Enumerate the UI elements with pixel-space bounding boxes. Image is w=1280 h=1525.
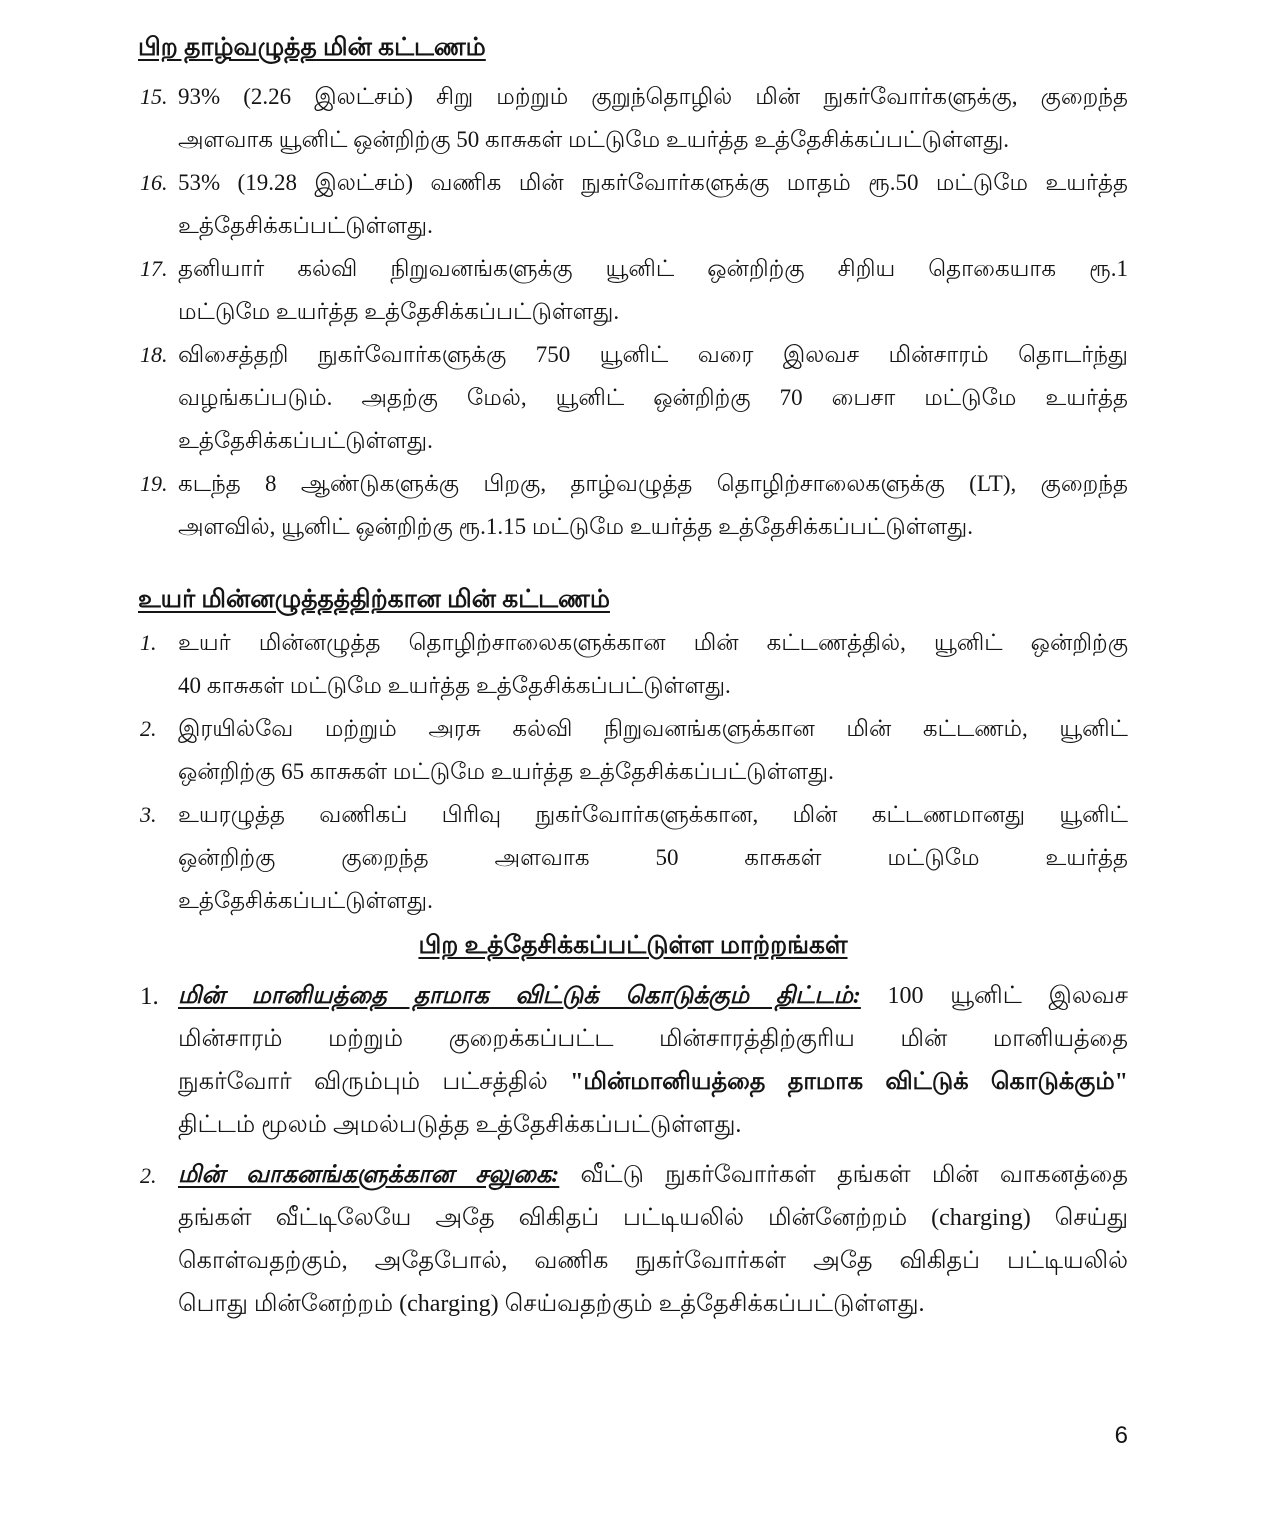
text-segment: உத்தேசிக்கப்பட்டுள்ளது. [178, 888, 433, 913]
text-line [178, 118, 1128, 161]
text-line [178, 290, 1128, 333]
section-heading: பிற தாழ்வழுத்த மின் கட்டணம் [138, 34, 486, 61]
text-segment: ஒன்றிற்கு 65 காசுகள் மட்டுமே உயர்த்த உத்தேசிக்கப்பட்டுள்ளது. [178, 759, 834, 784]
item-text [178, 247, 1128, 333]
text-segment: 53% (19.28 இலட்சம்) வணிக மின் நுகர்வோர்களுக்கு மாதம் ரூ.50 மட்டுமே உயர்த்த [178, 170, 1128, 195]
item-number: 15. [140, 84, 168, 109]
list-item [138, 621, 1128, 707]
text-line [178, 707, 1128, 750]
text-line [178, 333, 1128, 376]
item-number: 18. [140, 342, 168, 367]
text-line [178, 75, 1128, 118]
section-list [138, 975, 1128, 1326]
text-segment: 40 காசுகள் மட்டுமே உயர்த்த உத்தேசிக்கப்பட்டுள்ளது. [178, 673, 731, 698]
item-number: 19. [140, 471, 168, 496]
text-segment: அளவாக யூனிட் ஒன்றிற்கு 50 காசுகள் மட்டுமே உயர்த்த உத்தேசிக்கப்பட்டுள்ளது. [178, 127, 1010, 152]
text-segment: கடந்த 8 ஆண்டுகளுக்கு பிறகு, தாழ்வழுத்த தொழிற்சாலைகளுக்கு (LT), குறைந்த [178, 471, 1128, 496]
item-number: 2. [140, 716, 157, 741]
section-heading: உயர் மின்னழுத்தத்திற்கான மின் கட்டணம் [138, 586, 610, 613]
text-line [178, 621, 1128, 664]
text-line [178, 1061, 1128, 1104]
text-segment: உயர் மின்னழுத்த தொழிற்சாலைகளுக்கான மின் கட்டணத்தில், யூனிட் ஒன்றிற்கு [178, 630, 1128, 655]
text-segment: அளவில், யூனிட் ஒன்றிற்கு ரூ.1.15 மட்டுமே உயர்த்த உத்தேசிக்கப்பட்டுள்ளது. [178, 514, 973, 539]
item-number: 1. [140, 630, 157, 655]
text-segment: 100 யூனிட் இலவச [860, 983, 1128, 1009]
text-segment: இரயில்வே மற்றும் அரசு கல்வி நிறுவனங்களுக்கான மின் கட்டணம், யூனிட் [178, 716, 1128, 741]
text-line [178, 1018, 1128, 1061]
list-item [138, 462, 1128, 548]
item-lead-label: மின் மானியத்தை தாமாக விட்டுக் கொடுக்கும் திட்டம்: [178, 983, 861, 1009]
text-segment: உத்தேசிக்கப்பட்டுள்ளது. [178, 213, 433, 238]
text-line [178, 505, 1128, 548]
text-line [178, 1240, 1128, 1283]
item-lead-label: மின் வாகனங்களுக்கான சலுகை: [178, 1162, 560, 1188]
text-line [178, 161, 1128, 204]
text-line [178, 204, 1128, 247]
item-text [178, 707, 1128, 793]
item-text [178, 333, 1128, 462]
list-item [138, 707, 1128, 793]
text-segment: மின்சாரம் மற்றும் குறைக்கப்பட்ட மின்சாரத்திற்குரிய மின் மானியத்தை [178, 1026, 1128, 1052]
text-segment: பொது மின்னேற்றம் (charging) செய்வதற்கும் உத்தேசிக்கப்பட்டுள்ளது. [178, 1291, 925, 1317]
text-line [178, 247, 1128, 290]
text-line [178, 750, 1128, 793]
text-line [178, 419, 1128, 462]
section-list [138, 621, 1128, 922]
text-line [178, 793, 1128, 836]
text-segment: திட்டம் மூலம் அமல்படுத்த உத்தேசிக்கப்பட்டுள்ளது. [178, 1112, 742, 1138]
list-item [138, 75, 1128, 161]
text-line [178, 1154, 1128, 1197]
section-list [138, 75, 1128, 548]
text-segment: உத்தேசிக்கப்பட்டுள்ளது. [178, 428, 433, 453]
section-other-proposed-changes [138, 924, 1128, 1326]
text-line [178, 1197, 1128, 1240]
item-number: 2. [140, 1163, 157, 1188]
text-segment: விசைத்தறி நுகர்வோர்களுக்கு 750 யூனிட் வரை இலவச மின்சாரம் தொடர்ந்து [178, 342, 1128, 367]
text-line [178, 1283, 1128, 1326]
text-segment: தனியார் கல்வி நிறுவனங்களுக்கு யூனிட் ஒன்றிற்கு சிறிய தொகையாக ரூ.1 [178, 256, 1128, 281]
item-text [178, 621, 1128, 707]
text-line [178, 836, 1128, 879]
text-segment: நுகர்வோர் விரும்பும் பட்சத்தில் [178, 1069, 571, 1095]
item-text [178, 161, 1128, 247]
text-segment: ஒன்றிற்கு குறைந்த அளவாக 50 காசுகள் மட்டுமே உயர்த்த [178, 845, 1128, 870]
text-line [178, 975, 1128, 1018]
list-item [138, 1154, 1128, 1326]
text-segment: கொள்வதற்கும், அதேபோல், வணிக நுகர்வோர்கள் அதே விகிதப் பட்டியலில் [178, 1248, 1128, 1274]
section-high-tension-tariff [138, 578, 1128, 922]
list-item [138, 975, 1128, 1147]
item-text [178, 462, 1128, 548]
list-item [138, 333, 1128, 462]
item-number: 3. [140, 802, 157, 827]
text-segment: வழங்கப்படும். அதற்கு மேல், யூனிட் ஒன்றிற்கு 70 பைசா மட்டுமே உயர்த்த [178, 385, 1128, 410]
list-item [138, 161, 1128, 247]
text-line [178, 376, 1128, 419]
list-item [138, 793, 1128, 922]
item-text [178, 1154, 1128, 1326]
text-line [178, 1104, 1128, 1147]
text-segment: வீட்டு நுகர்வோர்கள் தங்கள் மின் வாகனத்தை [559, 1162, 1129, 1188]
item-text [178, 975, 1128, 1147]
text-segment: 93% (2.26 இலட்சம்) சிறு மற்றும் குறுந்தொழில் மின் நுகர்வோர்களுக்கு, குறைந்த [178, 84, 1128, 109]
text-line [178, 462, 1128, 505]
text-segment: "மின்மானியத்தை தாமாக விட்டுக் கொடுக்கும்" [570, 1069, 1128, 1095]
section-heading: பிற உத்தேசிக்கப்பட்டுள்ள மாற்றங்கள் [418, 932, 848, 959]
page-number: 6 [1114, 1422, 1128, 1449]
item-number: 16. [140, 170, 168, 195]
item-text [178, 75, 1128, 161]
item-number: 17. [140, 256, 168, 281]
section-low-tension-tariff [138, 26, 1128, 548]
item-number: 1. [140, 983, 159, 1010]
text-segment: மட்டுமே உயர்த்த உத்தேசிக்கப்பட்டுள்ளது. [178, 299, 620, 324]
text-line [178, 664, 1128, 707]
text-line [178, 879, 1128, 922]
text-segment: தங்கள் வீட்டிலேயே அதே விகிதப் பட்டியலில் மின்னேற்றம் (charging) செய்து [178, 1205, 1128, 1231]
item-text [178, 793, 1128, 922]
list-item [138, 247, 1128, 333]
text-segment: உயரழுத்த வணிகப் பிரிவு நுகர்வோர்களுக்கான, மின் கட்டணமானது யூனிட் [178, 802, 1128, 827]
